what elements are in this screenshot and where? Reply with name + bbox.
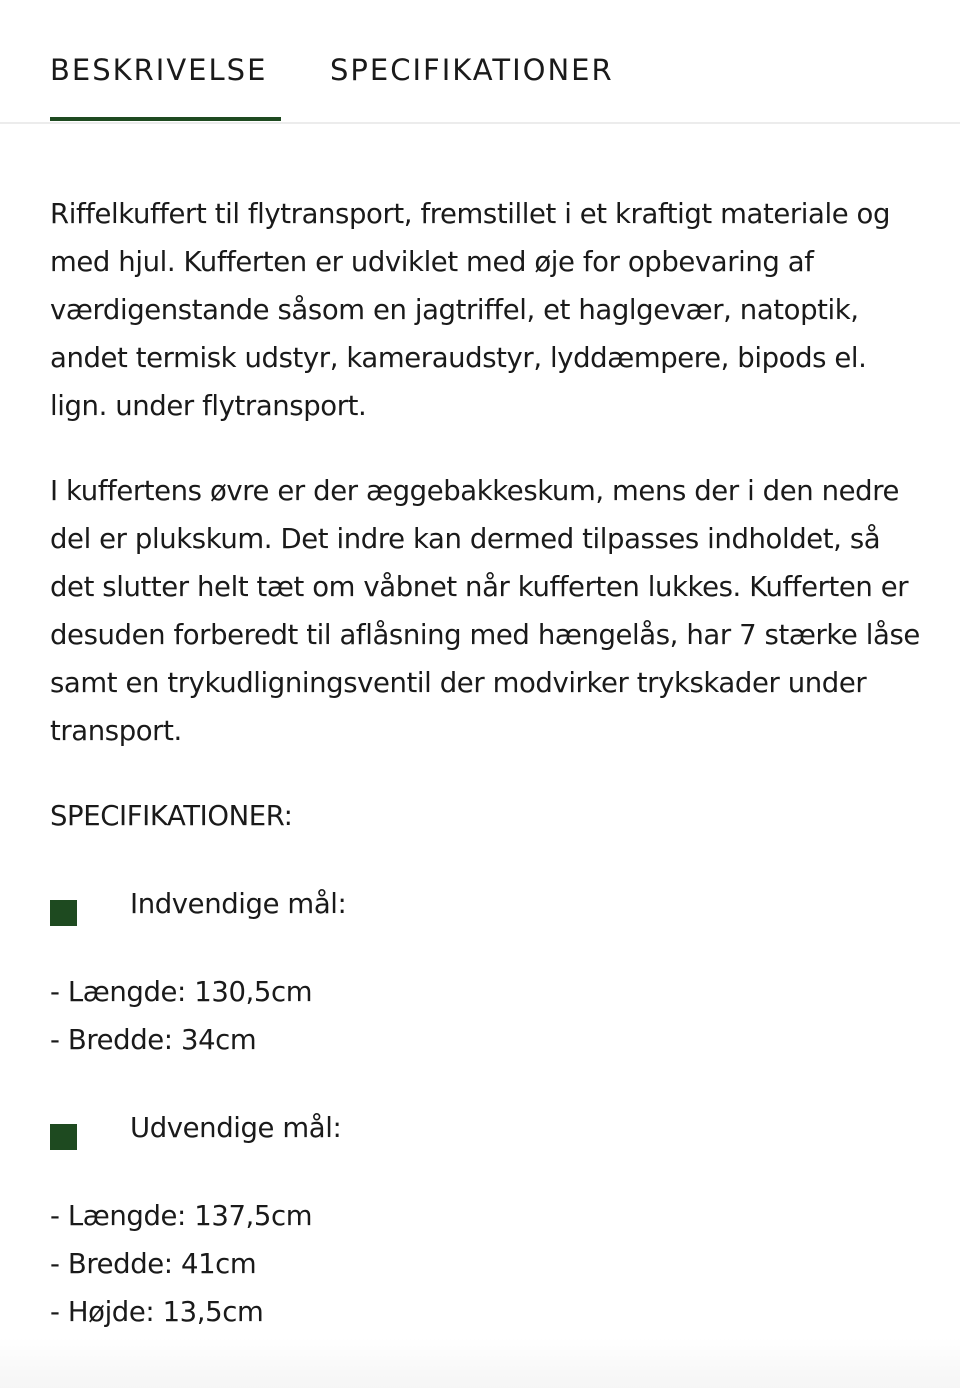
spec-group-inside [50, 880, 930, 928]
spec-group-outside [50, 1104, 930, 1152]
square-bullet-icon [50, 900, 77, 926]
tab-beskrivelse[interactable]: BESKRIVELSE [50, 53, 268, 87]
tab-bar [0, 0, 960, 124]
tab-specifikationer[interactable]: SPECIFIKATIONER [330, 53, 614, 87]
spec-group-title: Udvendige mål: [130, 1112, 342, 1144]
specifications-heading: SPECIFIKATIONER: [50, 800, 293, 832]
list-item: - Højde: 13,5cm [50, 1296, 264, 1328]
description-panel [50, 190, 930, 1336]
bottom-fade [0, 1338, 960, 1388]
list-item: - Længde: 130,5cm [50, 976, 313, 1008]
spec-group-title: Indvendige mål: [130, 888, 347, 920]
list-item: - Længde: 137,5cm [50, 1200, 313, 1232]
list-item: - Bredde: 34cm [50, 1024, 257, 1056]
inside-dimensions-list [50, 968, 930, 1064]
description-paragraph: Riffelkuffert til flytransport, fremstillet i et kraftigt materiale og med hjul. Kufferten er udviklet med øje for opbevaring af værdigenstande såsom en jagtriffel, et haglgevær, natoptik, andet termisk udstyr, kameraudstyr, lyddæmpere, bipods el. lign. under flytransport. [50, 198, 891, 422]
list-item: - Bredde: 41cm [50, 1248, 257, 1280]
square-bullet-icon [50, 1124, 77, 1150]
outside-dimensions-list [50, 1192, 930, 1336]
active-tab-indicator [50, 117, 281, 121]
description-paragraph: I kuffertens øvre er der æggebakkeskum, mens der i den nedre del er plukskum. Det indre kan dermed tilpasses indholdet, så det slutter helt tæt om våbnet når kufferten lukkes. Kufferten er desuden forberedt til aflåsning med hængelås, har 7 stærke låse samt en trykudligningsventil der modvirker trykskader under transport. [50, 475, 920, 747]
